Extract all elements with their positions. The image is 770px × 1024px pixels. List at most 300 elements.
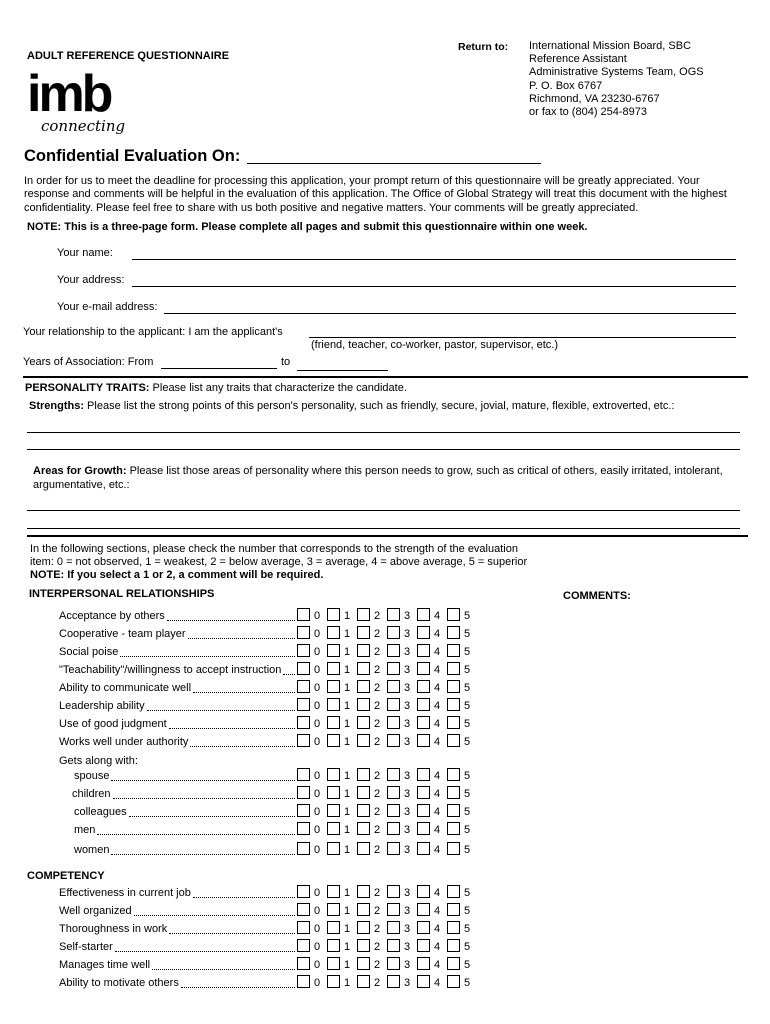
dotted-leader xyxy=(111,854,295,855)
rating-item-label: Use of good judgment xyxy=(59,718,167,730)
rating-number: 5 xyxy=(464,718,471,730)
rating-checkbox-4[interactable] xyxy=(417,698,430,711)
section-divider xyxy=(23,376,748,378)
rating-checkbox-5[interactable] xyxy=(447,644,460,657)
rating-checkbox-1[interactable] xyxy=(327,716,340,729)
rating-item-label: Works well under authority xyxy=(59,736,189,748)
rating-number: 5 xyxy=(464,824,471,836)
growth-heading: Areas for Growth: xyxy=(33,465,127,477)
rating-number: 3 xyxy=(404,646,411,658)
rating-checkbox-3[interactable] xyxy=(387,786,400,799)
rating-checkbox-0[interactable] xyxy=(297,786,310,799)
rating-number: 2 xyxy=(374,806,381,818)
rating-number: 4 xyxy=(434,700,441,712)
rating-number: 1 xyxy=(344,700,351,712)
rating-number: 3 xyxy=(404,736,411,748)
address-line: Richmond, VA 23230-6767 xyxy=(529,92,660,105)
rating-number: 4 xyxy=(434,959,441,971)
rating-options xyxy=(297,734,497,750)
rating-number: 3 xyxy=(404,664,411,676)
growth-text: Please list those areas of personality where this person needs to grow, such as critical of others, easily irritated, intolerant, argumentative, etc.: xyxy=(33,465,723,491)
rating-number: 4 xyxy=(434,646,441,658)
rating-number: 4 xyxy=(434,682,441,694)
rating-number: 0 xyxy=(314,682,321,694)
rating-checkbox-2[interactable] xyxy=(357,698,370,711)
rating-checkbox-4[interactable] xyxy=(417,804,430,817)
instruction-line: item: 0 = not observed, 1 = weakest, 2 = below average, 3 = average, 4 = above average, 5 = superior xyxy=(30,556,528,568)
relationship-hint: (friend, teacher, co-worker, pastor, supervisor, etc.) xyxy=(311,339,558,351)
rating-checkbox-0[interactable] xyxy=(297,662,310,675)
rating-checkbox-0[interactable] xyxy=(297,903,310,916)
rating-number: 4 xyxy=(434,905,441,917)
rating-number: 2 xyxy=(374,700,381,712)
rating-number: 3 xyxy=(404,806,411,818)
dotted-leader xyxy=(193,897,295,898)
address-line: International Mission Board, SBC xyxy=(529,40,692,52)
rating-number: 2 xyxy=(374,646,381,658)
rating-checkbox-5[interactable] xyxy=(447,939,460,952)
rating-checkbox-4[interactable] xyxy=(417,786,430,799)
rating-item-label: "Teachability"/willingness to accept instruction xyxy=(59,664,282,676)
strengths-line-2[interactable] xyxy=(27,449,740,450)
form-title: ADULT REFERENCE QUESTIONNAIRE xyxy=(27,50,230,62)
rating-number: 1 xyxy=(344,664,351,676)
rating-number: 3 xyxy=(404,941,411,953)
relationship-label: Your relationship to the applicant: I am the applicant's xyxy=(23,326,283,338)
rating-number: 1 xyxy=(344,959,351,971)
dotted-leader xyxy=(169,728,295,729)
address-line: Administrative Systems Team, OGS xyxy=(529,66,704,79)
rating-checkbox-2[interactable] xyxy=(357,626,370,639)
rating-checkbox-3[interactable] xyxy=(387,698,400,711)
rating-number: 0 xyxy=(314,905,321,917)
rating-checkbox-1[interactable] xyxy=(327,975,340,988)
rating-number: 3 xyxy=(404,788,411,800)
rating-number: 2 xyxy=(374,610,381,622)
competency-heading: COMPETENCY xyxy=(27,870,105,882)
rating-number: 5 xyxy=(464,923,471,935)
rating-number: 2 xyxy=(374,736,381,748)
rating-options xyxy=(297,957,497,973)
rating-checkbox-0[interactable] xyxy=(297,939,310,952)
return-address xyxy=(529,40,704,119)
rating-item-label: Ability to communicate well xyxy=(59,682,192,694)
rating-number: 3 xyxy=(404,628,411,640)
rating-checkbox-1[interactable] xyxy=(327,768,340,781)
dotted-leader xyxy=(167,620,295,621)
name-label: Your name: xyxy=(57,247,113,259)
rating-item-label: Manages time well xyxy=(59,959,151,971)
rating-checkbox-2[interactable] xyxy=(357,921,370,934)
growth-line-2[interactable] xyxy=(27,528,740,529)
rating-checkbox-3[interactable] xyxy=(387,626,400,639)
rating-checkbox-5[interactable] xyxy=(447,626,460,639)
rating-checkbox-4[interactable] xyxy=(417,903,430,916)
rating-number: 4 xyxy=(434,923,441,935)
rating-number: 3 xyxy=(404,977,411,989)
name-field[interactable] xyxy=(132,259,736,260)
rating-number: 0 xyxy=(314,806,321,818)
rating-number: 3 xyxy=(404,610,411,622)
rating-number: 4 xyxy=(434,977,441,989)
rating-options xyxy=(297,921,497,937)
rating-checkbox-2[interactable] xyxy=(357,975,370,988)
rating-checkbox-1[interactable] xyxy=(327,822,340,835)
growth-prompt xyxy=(33,465,748,492)
strengths-heading: Strengths: xyxy=(29,400,84,412)
rating-item-label: women xyxy=(74,844,110,856)
rating-checkbox-2[interactable] xyxy=(357,822,370,835)
rating-number: 5 xyxy=(464,905,471,917)
rating-checkbox-5[interactable] xyxy=(447,903,460,916)
rating-number: 4 xyxy=(434,788,441,800)
comments-heading: COMMENTS: xyxy=(563,590,631,602)
strengths-prompt xyxy=(29,400,674,412)
rating-checkbox-0[interactable] xyxy=(297,608,310,621)
dotted-leader xyxy=(134,915,295,916)
rating-checkbox-2[interactable] xyxy=(357,608,370,621)
rating-checkbox-2[interactable] xyxy=(357,939,370,952)
rating-checkbox-4[interactable] xyxy=(417,921,430,934)
address-field[interactable] xyxy=(132,286,736,287)
rating-number: 0 xyxy=(314,959,321,971)
rating-item-label: men xyxy=(74,824,96,836)
rating-number: 3 xyxy=(404,905,411,917)
rating-checkbox-2[interactable] xyxy=(357,786,370,799)
rating-checkbox-3[interactable] xyxy=(387,716,400,729)
rating-number: 4 xyxy=(434,806,441,818)
rating-number: 2 xyxy=(374,628,381,640)
rating-checkbox-4[interactable] xyxy=(417,662,430,675)
rating-checkbox-0[interactable] xyxy=(297,822,310,835)
rating-checkbox-3[interactable] xyxy=(387,680,400,693)
rating-item-label: Ability to motivate others xyxy=(59,977,179,989)
rating-checkbox-4[interactable] xyxy=(417,842,430,855)
rating-checkbox-0[interactable] xyxy=(297,804,310,817)
rating-checkbox-1[interactable] xyxy=(327,842,340,855)
rating-options xyxy=(297,608,497,624)
address-label: Your address: xyxy=(57,274,125,286)
rating-checkbox-5[interactable] xyxy=(447,975,460,988)
rating-number: 4 xyxy=(434,887,441,899)
rating-checkbox-4[interactable] xyxy=(417,716,430,729)
rating-number: 5 xyxy=(464,887,471,899)
rating-checkbox-4[interactable] xyxy=(417,626,430,639)
rating-number: 1 xyxy=(344,905,351,917)
rating-number: 2 xyxy=(374,844,381,856)
rating-item-label: colleagues xyxy=(74,806,127,818)
rating-number: 5 xyxy=(464,628,471,640)
rating-options xyxy=(297,842,497,858)
dotted-leader xyxy=(97,834,295,835)
rating-checkbox-1[interactable] xyxy=(327,957,340,970)
dotted-leader xyxy=(283,674,295,675)
rating-checkbox-0[interactable] xyxy=(297,626,310,639)
rating-checkbox-1[interactable] xyxy=(327,903,340,916)
rating-number: 1 xyxy=(344,682,351,694)
interpersonal-heading: INTERPERSONAL RELATIONSHIPS xyxy=(29,588,215,600)
rating-checkbox-0[interactable] xyxy=(297,644,310,657)
rating-number: 4 xyxy=(434,718,441,730)
rating-checkbox-2[interactable] xyxy=(357,768,370,781)
dotted-leader xyxy=(120,656,295,657)
rating-checkbox-0[interactable] xyxy=(297,698,310,711)
rating-number: 4 xyxy=(434,628,441,640)
rating-checkbox-5[interactable] xyxy=(447,608,460,621)
rating-checkbox-3[interactable] xyxy=(387,768,400,781)
rating-number: 5 xyxy=(464,664,471,676)
rating-number: 5 xyxy=(464,959,471,971)
rating-options xyxy=(297,698,497,714)
rating-number: 1 xyxy=(344,788,351,800)
rating-checkbox-2[interactable] xyxy=(357,885,370,898)
rating-number: 3 xyxy=(404,844,411,856)
rating-checkbox-1[interactable] xyxy=(327,939,340,952)
personality-traits-heading xyxy=(25,382,407,394)
rating-number: 3 xyxy=(404,824,411,836)
rating-checkbox-1[interactable] xyxy=(327,626,340,639)
rating-number: 1 xyxy=(344,610,351,622)
rating-number: 0 xyxy=(314,628,321,640)
rating-checkbox-3[interactable] xyxy=(387,822,400,835)
rating-checkbox-1[interactable] xyxy=(327,698,340,711)
rating-options xyxy=(297,626,497,642)
rating-checkbox-4[interactable] xyxy=(417,734,430,747)
rating-checkbox-1[interactable] xyxy=(327,885,340,898)
rating-number: 4 xyxy=(434,844,441,856)
rating-options xyxy=(297,716,497,732)
rating-checkbox-5[interactable] xyxy=(447,768,460,781)
rating-number: 1 xyxy=(344,718,351,730)
rating-checkbox-5[interactable] xyxy=(447,885,460,898)
rating-number: 2 xyxy=(374,905,381,917)
rating-number: 0 xyxy=(314,718,321,730)
rating-number: 2 xyxy=(374,788,381,800)
rating-number: 2 xyxy=(374,941,381,953)
rating-checkbox-2[interactable] xyxy=(357,716,370,729)
rating-number: 5 xyxy=(464,941,471,953)
strengths-line-1[interactable] xyxy=(27,432,740,433)
rating-checkbox-3[interactable] xyxy=(387,885,400,898)
rating-number: 5 xyxy=(464,610,471,622)
rating-checkbox-2[interactable] xyxy=(357,662,370,675)
rating-number: 0 xyxy=(314,977,321,989)
rating-checkbox-0[interactable] xyxy=(297,957,310,970)
years-to-field[interactable] xyxy=(297,370,388,371)
rating-checkbox-0[interactable] xyxy=(297,716,310,729)
rating-number: 0 xyxy=(314,610,321,622)
rating-checkbox-5[interactable] xyxy=(447,921,460,934)
dotted-leader xyxy=(113,798,295,799)
rating-number: 0 xyxy=(314,770,321,782)
rating-number: 3 xyxy=(404,700,411,712)
years-to-label: to xyxy=(281,356,291,368)
rating-checkbox-5[interactable] xyxy=(447,662,460,675)
rating-number: 5 xyxy=(464,700,471,712)
rating-checkbox-1[interactable] xyxy=(327,921,340,934)
rating-checkbox-2[interactable] xyxy=(357,804,370,817)
rating-checkbox-5[interactable] xyxy=(447,716,460,729)
rating-item-label: Effectiveness in current job xyxy=(59,887,191,899)
rating-item-label: Thoroughness in work xyxy=(59,923,168,935)
rating-number: 1 xyxy=(344,977,351,989)
rating-checkbox-1[interactable] xyxy=(327,644,340,657)
rating-checkbox-3[interactable] xyxy=(387,903,400,916)
rating-number: 5 xyxy=(464,788,471,800)
rating-checkbox-2[interactable] xyxy=(357,680,370,693)
rating-checkbox-5[interactable] xyxy=(447,734,460,747)
address-line: P. O. Box 6767 xyxy=(529,79,603,92)
rating-checkbox-1[interactable] xyxy=(327,662,340,675)
rating-checkbox-0[interactable] xyxy=(297,975,310,988)
rating-checkbox-0[interactable] xyxy=(297,734,310,747)
rating-checkbox-2[interactable] xyxy=(357,957,370,970)
rating-checkbox-3[interactable] xyxy=(387,644,400,657)
rating-number: 5 xyxy=(464,977,471,989)
rating-checkbox-5[interactable] xyxy=(447,680,460,693)
rating-checkbox-5[interactable] xyxy=(447,957,460,970)
rating-options xyxy=(297,975,497,991)
rating-number: 0 xyxy=(314,700,321,712)
rating-checkbox-0[interactable] xyxy=(297,768,310,781)
rating-number: 3 xyxy=(404,887,411,899)
rating-number: 3 xyxy=(404,770,411,782)
rating-checkbox-2[interactable] xyxy=(357,644,370,657)
evaluation-name-line[interactable] xyxy=(247,163,541,164)
dotted-leader xyxy=(129,816,295,817)
rating-checkbox-2[interactable] xyxy=(357,734,370,747)
rating-options xyxy=(297,768,497,784)
rating-checkbox-4[interactable] xyxy=(417,957,430,970)
rating-checkbox-1[interactable] xyxy=(327,608,340,621)
rating-item-label: spouse xyxy=(74,770,110,782)
rating-options xyxy=(297,644,497,660)
rating-number: 5 xyxy=(464,844,471,856)
growth-line-1[interactable] xyxy=(27,510,740,511)
rating-checkbox-4[interactable] xyxy=(417,644,430,657)
rating-number: 4 xyxy=(434,770,441,782)
rating-checkbox-0[interactable] xyxy=(297,842,310,855)
rating-checkbox-4[interactable] xyxy=(417,975,430,988)
rating-item-label: Social poise xyxy=(59,646,119,658)
rating-options xyxy=(297,939,497,955)
rating-number: 2 xyxy=(374,824,381,836)
rating-checkbox-4[interactable] xyxy=(417,822,430,835)
rating-number: 1 xyxy=(344,887,351,899)
rating-item-label: Cooperative - team player xyxy=(59,628,186,640)
rating-number: 1 xyxy=(344,941,351,953)
rating-checkbox-1[interactable] xyxy=(327,804,340,817)
logo-tagline: connecting xyxy=(41,117,126,135)
rating-number: 2 xyxy=(374,887,381,899)
rating-options xyxy=(297,804,497,820)
rating-checkbox-3[interactable] xyxy=(387,921,400,934)
rating-number: 2 xyxy=(374,770,381,782)
rating-checkbox-3[interactable] xyxy=(387,975,400,988)
dotted-leader xyxy=(115,951,295,952)
rating-checkbox-5[interactable] xyxy=(447,842,460,855)
rating-item-label: Leadership ability xyxy=(59,700,145,712)
rating-number: 3 xyxy=(404,682,411,694)
rating-checkbox-0[interactable] xyxy=(297,921,310,934)
rating-checkbox-4[interactable] xyxy=(417,680,430,693)
rating-checkbox-1[interactable] xyxy=(327,734,340,747)
rating-number: 5 xyxy=(464,806,471,818)
dotted-leader xyxy=(190,746,295,747)
rating-checkbox-2[interactable] xyxy=(357,903,370,916)
three-page-note: NOTE: This is a three-page form. Please complete all pages and submit this questionnaire within one week. xyxy=(27,221,588,233)
section-divider xyxy=(27,535,748,537)
dotted-leader xyxy=(152,969,295,970)
rating-number: 5 xyxy=(464,646,471,658)
years-label: Years of Association: From xyxy=(23,356,154,368)
evaluation-title: Confidential Evaluation On: xyxy=(24,147,241,165)
rating-checkbox-1[interactable] xyxy=(327,786,340,799)
rating-number: 4 xyxy=(434,610,441,622)
rating-number: 2 xyxy=(374,718,381,730)
rating-checkbox-0[interactable] xyxy=(297,680,310,693)
rating-checkbox-4[interactable] xyxy=(417,768,430,781)
rating-checkbox-3[interactable] xyxy=(387,608,400,621)
rating-checkbox-3[interactable] xyxy=(387,957,400,970)
rating-checkbox-0[interactable] xyxy=(297,885,310,898)
rating-checkbox-2[interactable] xyxy=(357,842,370,855)
rating-checkbox-4[interactable] xyxy=(417,608,430,621)
rating-checkbox-5[interactable] xyxy=(447,786,460,799)
rating-checkbox-3[interactable] xyxy=(387,804,400,817)
rating-checkbox-5[interactable] xyxy=(447,804,460,817)
dotted-leader xyxy=(193,692,295,693)
rating-checkbox-4[interactable] xyxy=(417,885,430,898)
rating-number: 3 xyxy=(404,923,411,935)
rating-number: 0 xyxy=(314,664,321,676)
intro-paragraph: In order for us to meet the deadline for processing this application, your prompt return of this questionnaire will be greatly appreciated. Your response and comments will be helpful in the evaluation of this application. The Office of Global Strategy will treat this document with the highest confidentiality. Please feel free to share with us both positive and negative matters. Your comments will be greatly appreciated. xyxy=(24,175,727,214)
relationship-field[interactable] xyxy=(309,337,736,338)
rating-number: 1 xyxy=(344,646,351,658)
rating-number: 5 xyxy=(464,736,471,748)
rating-number: 5 xyxy=(464,682,471,694)
years-from-field[interactable] xyxy=(161,368,277,369)
rating-checkbox-3[interactable] xyxy=(387,734,400,747)
rating-number: 1 xyxy=(344,923,351,935)
dotted-leader xyxy=(111,780,295,781)
rating-checkbox-4[interactable] xyxy=(417,939,430,952)
rating-checkbox-3[interactable] xyxy=(387,939,400,952)
rating-number: 4 xyxy=(434,664,441,676)
rating-number: 2 xyxy=(374,959,381,971)
rating-number: 1 xyxy=(344,628,351,640)
address-line: Reference Assistant xyxy=(529,53,627,66)
imb-logo xyxy=(27,65,126,135)
rating-number: 2 xyxy=(374,682,381,694)
rating-checkbox-3[interactable] xyxy=(387,842,400,855)
rating-number: 0 xyxy=(314,887,321,899)
dotted-leader xyxy=(188,638,295,639)
rating-options xyxy=(297,822,497,838)
dotted-leader xyxy=(181,987,295,988)
rating-checkbox-3[interactable] xyxy=(387,662,400,675)
personality-heading-text: Please list any traits that characterize the candidate. xyxy=(149,382,407,394)
email-field[interactable] xyxy=(164,313,736,314)
rating-checkbox-5[interactable] xyxy=(447,698,460,711)
dotted-leader xyxy=(169,933,295,934)
address-line: or fax to (804) 254-8973 xyxy=(529,106,648,119)
rating-number: 2 xyxy=(374,977,381,989)
rating-checkbox-1[interactable] xyxy=(327,680,340,693)
instruction-note: NOTE: If you select a 1 or 2, a comment will be required. xyxy=(30,569,324,581)
personality-heading-label: PERSONALITY TRAITS: xyxy=(25,382,150,394)
rating-checkbox-5[interactable] xyxy=(447,822,460,835)
